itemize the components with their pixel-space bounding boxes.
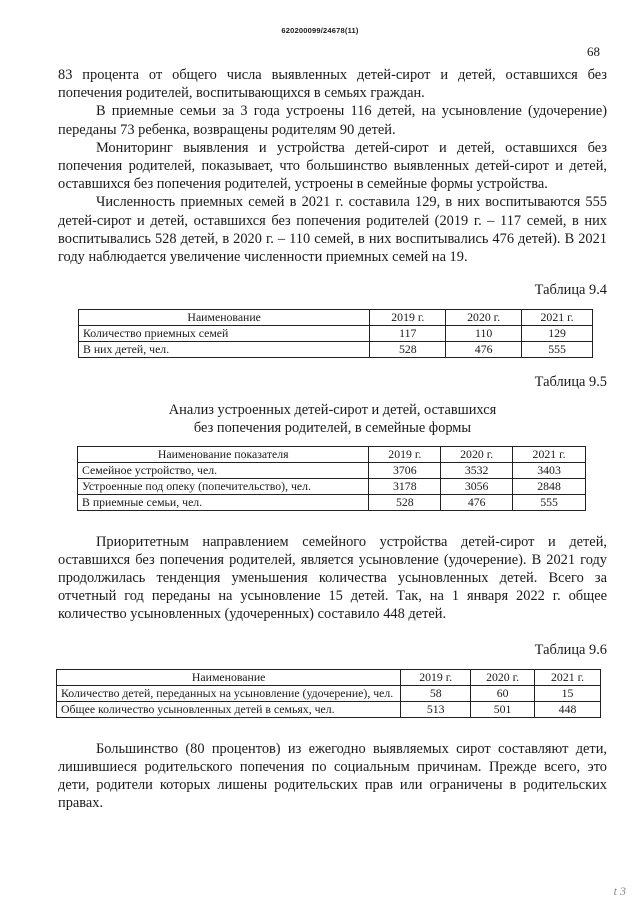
table-row bbox=[79, 326, 593, 342]
table-cell: 555 bbox=[513, 494, 586, 510]
table-cell: 60 bbox=[471, 685, 535, 701]
table-cell: Общее количество усыновленных детей в семьях, чел. bbox=[57, 701, 401, 717]
table-9-5-caption: Таблица 9.5 bbox=[534, 374, 607, 391]
table-cell: 3532 bbox=[441, 462, 513, 478]
table-cell: Количество приемных семей bbox=[79, 326, 370, 342]
table-cell: 448 bbox=[535, 701, 601, 717]
table-cell: 15 bbox=[535, 685, 601, 701]
column-header: 2020 г. bbox=[441, 446, 513, 462]
page-number: 68 bbox=[587, 44, 600, 59]
table-9-6-caption: Таблица 9.6 bbox=[534, 641, 607, 658]
table-cell: 555 bbox=[522, 342, 593, 358]
table-cell: 528 bbox=[370, 342, 446, 358]
table-cell: В них детей, чел. bbox=[79, 342, 370, 358]
paragraph-4: Численность приемных семей в 2021 г. составила 129, в них воспитываются 555 детей-сирот и детей, оставшихся без попечения родителей (2019 г. – 117 семей, в них воспитывались 528 детей, в 2020 г. – 110 семей, в них воспитывались 476 детей). В 2021 году наблюдается увеличение численности приемных семей на 19. bbox=[58, 194, 607, 266]
column-header: Наименование bbox=[57, 669, 401, 685]
table-cell: 528 bbox=[369, 494, 441, 510]
table-cell: 513 bbox=[401, 701, 471, 717]
column-header: 2019 г. bbox=[401, 669, 471, 685]
paragraph-3: Мониторинг выявления и устройства детей-сирот и детей, оставшихся без попечения родителей, показывает, что большинство выявленных детей-сирот и детей, оставшихся без попечения родителей, устроены в семейные формы устройства. bbox=[58, 139, 607, 193]
page-content bbox=[58, 66, 607, 812]
table-9-5-title-line-1: Анализ устроенных детей-сирот и детей, оставшихся bbox=[168, 402, 497, 419]
table-cell: Устроенные под опеку (попечительство), чел. bbox=[78, 478, 369, 494]
table-row bbox=[78, 494, 586, 510]
column-header: 2021 г. bbox=[522, 310, 593, 326]
column-header: 2021 г. bbox=[513, 446, 586, 462]
table-cell: 3178 bbox=[369, 478, 441, 494]
table-row bbox=[78, 478, 586, 494]
table-9-4-caption: Таблица 9.4 bbox=[534, 282, 607, 299]
table-cell: 58 bbox=[401, 685, 471, 701]
table-cell: 476 bbox=[446, 342, 522, 358]
table-cell: 117 bbox=[370, 326, 446, 342]
paragraph-6: Большинство (80 процентов) из ежегодно выявляемых сирот составляют дети, лишившиеся родительского попечения по социальным причинам. Прежде всего, это дети, родители которых лишены родительских прав или ограничены в родительских правах. bbox=[58, 740, 607, 812]
table-9-4 bbox=[78, 309, 593, 358]
table-cell: 110 bbox=[446, 326, 522, 342]
table-9-5 bbox=[77, 446, 586, 511]
table-cell: 476 bbox=[441, 494, 513, 510]
table-cell: 501 bbox=[471, 701, 535, 717]
column-header: 2021 г. bbox=[535, 669, 601, 685]
table-cell: 3706 bbox=[369, 462, 441, 478]
column-header: 2019 г. bbox=[369, 446, 441, 462]
column-header: Наименование bbox=[79, 310, 370, 326]
column-header: 2020 г. bbox=[471, 669, 535, 685]
paragraph-5: Приоритетным направлением семейного устройства детей-сирот и детей, оставшихся без попечения родителей, является усыновление (удочерение). В 2021 году продолжилась тенденция уменьшения количества усыновленных детей. Всего за отчетный год переданы на усыновление 15 детей. Так, на 1 января 2022 г. общее количество усыновленных (удочеренных) составило 448 детей. bbox=[58, 533, 607, 623]
table-cell: Семейное устройство, чел. bbox=[78, 462, 369, 478]
column-header: Наименование показателя bbox=[78, 446, 369, 462]
table-9-6 bbox=[56, 669, 601, 718]
table-header-row bbox=[79, 310, 593, 326]
document-code: 620200099/24678(11) bbox=[281, 26, 359, 35]
table-cell: 129 bbox=[522, 326, 593, 342]
table-row bbox=[79, 342, 593, 358]
table-row bbox=[57, 685, 601, 701]
table-row bbox=[57, 701, 601, 717]
table-header-row bbox=[57, 669, 601, 685]
table-header-row bbox=[78, 446, 586, 462]
paragraph-1: 83 процента от общего числа выявленных детей-сирот и детей, оставшихся без попечения родителей, воспитывающихся в семьях граждан. bbox=[58, 67, 607, 102]
table-cell: 3403 bbox=[513, 462, 586, 478]
corner-mark: t 3 bbox=[613, 884, 626, 898]
column-header: 2019 г. bbox=[370, 310, 446, 326]
table-cell: 2848 bbox=[513, 478, 586, 494]
table-9-5-title bbox=[58, 401, 607, 437]
table-row bbox=[78, 462, 586, 478]
table-cell: В приемные семьи, чел. bbox=[78, 494, 369, 510]
column-header: 2020 г. bbox=[446, 310, 522, 326]
paragraph-2: В приемные семьи за 3 года устроены 116 детей, на усыновление (удочерение) переданы 73 ребенка, возвращены родителям 90 детей. bbox=[58, 103, 607, 138]
table-cell: 3056 bbox=[441, 478, 513, 494]
table-cell: Количество детей, переданных на усыновление (удочерение), чел. bbox=[57, 685, 401, 701]
table-9-5-title-line-2: без попечения родителей, в семейные формы bbox=[193, 420, 472, 437]
